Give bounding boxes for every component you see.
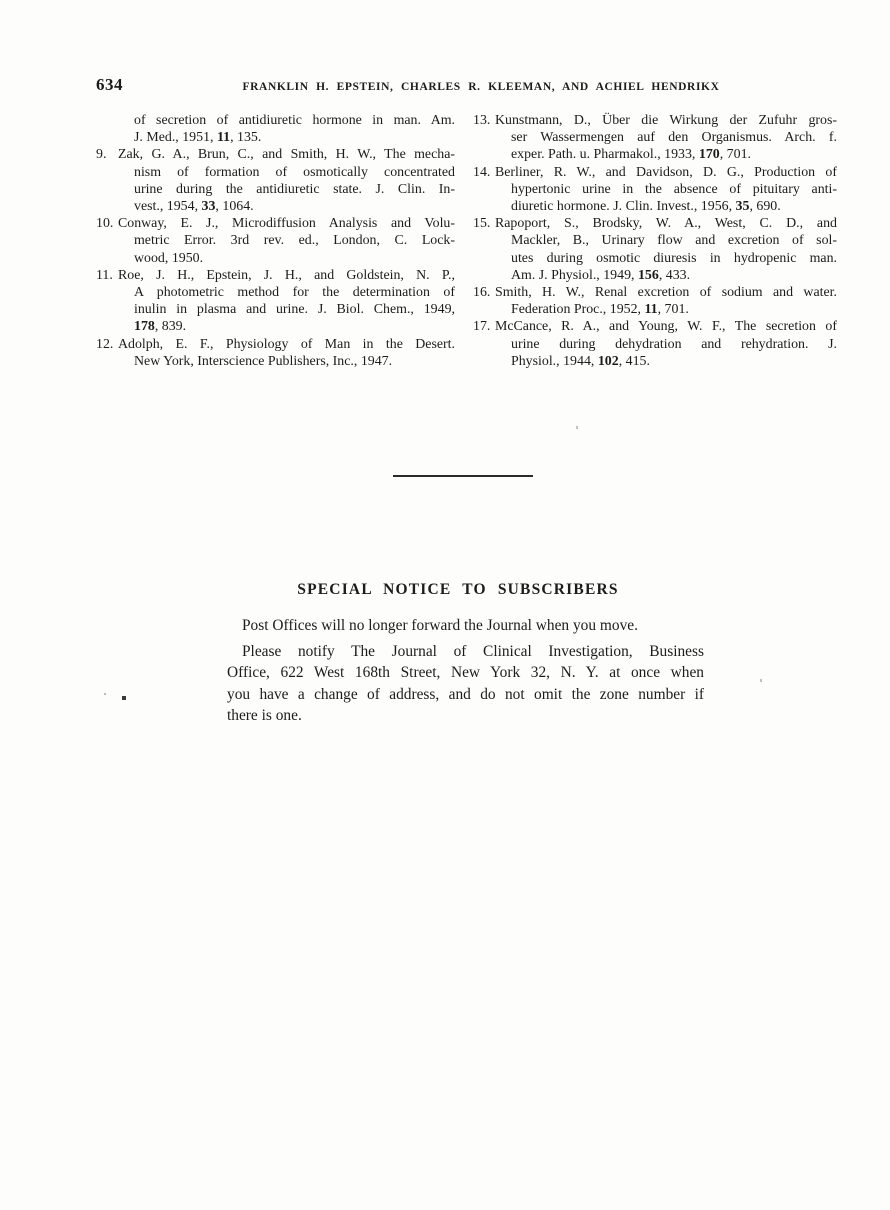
volume-number: 11 [216, 130, 231, 146]
notice-paragraph [227, 615, 704, 636]
reference-line [473, 215, 837, 232]
reference-text: Am. J. Physiol., 1949, [511, 267, 638, 283]
reference-number: 17. [473, 319, 491, 335]
reference-line [511, 267, 837, 284]
reference-text: , 433. [658, 267, 691, 283]
reference-line [134, 181, 455, 198]
reference-text: McCance, R. A., and Young, W. F., The secretion of [495, 319, 837, 335]
reference-line [134, 112, 455, 129]
reference-text: Zak, G. A., Brun, C., and Smith, H. W., The mecha- [118, 147, 455, 163]
volume-number: 156 [637, 267, 659, 283]
reference-text: wood, 1950. [134, 250, 204, 266]
reference-line [134, 198, 455, 215]
reference-item [473, 318, 837, 370]
notice-line: you have a change of address, and do not omit the zone number if [227, 685, 704, 703]
reference-text: inulin in plasma and urine. J. Biol. Chem., 1949, [134, 302, 455, 318]
reference-text: ser Wassermengen auf den Organismus. Arch. f. [511, 130, 837, 146]
reference-text: diuretic hormone. J. Clin. Invest., 1956, [511, 199, 736, 215]
reference-text: of secretion of antidiuretic hormone in man. Am. [134, 113, 455, 128]
reference-text: vest., 1954, [134, 199, 202, 215]
section-separator-rule [393, 475, 533, 477]
running-head-authors: FRANKLIN H. EPSTEIN, CHARLES R. KLEEMAN, AND ACHIEL HENDRIKX [242, 81, 720, 93]
reference-number: 12. [96, 336, 114, 352]
reference-line [511, 250, 837, 267]
reference-line [134, 232, 455, 249]
volume-number: 102 [597, 353, 619, 369]
reference-number: 11. [96, 267, 113, 283]
volume-number: 170 [698, 147, 720, 163]
reference-line [511, 181, 837, 198]
notice-line: Office, 622 West 168th Street, New York 32, N. Y. at once when [227, 664, 704, 682]
reference-text: Roe, J. H., Epstein, J. H., and Goldstein, N. P., [118, 267, 455, 283]
reference-item [96, 112, 455, 146]
reference-text: , 415. [618, 353, 650, 369]
reference-line [473, 112, 837, 129]
reference-line [511, 301, 837, 318]
reference-line [134, 164, 455, 181]
scan-speck [122, 696, 126, 700]
reference-text: A photometric method for the determination of [134, 285, 455, 301]
scan-speck [760, 679, 762, 682]
reference-text: Federation Proc., 1952, [511, 302, 645, 318]
reference-number: 13. [473, 113, 491, 128]
reference-text: Conway, E. J., Microdiffusion Analysis and Volu- [118, 216, 455, 232]
reference-item [96, 215, 455, 267]
reference-line [96, 267, 455, 284]
reference-line [473, 318, 837, 335]
reference-line [134, 353, 455, 370]
reference-text: , 839. [154, 319, 187, 335]
reference-item [96, 146, 455, 215]
reference-text: hypertonic urine in the absence of pituitary anti- [511, 181, 837, 197]
reference-text: exper. Path. u. Pharmakol., 1933, [511, 147, 699, 163]
reference-text: Physiol., 1944, [511, 353, 598, 369]
reference-text: , 135. [230, 130, 262, 146]
reference-text: nism of formation of osmotically concentrated [134, 164, 455, 180]
reference-text: New York, Interscience Publishers, Inc., 1947. [134, 353, 393, 369]
reference-text: urine during the antidiuretic state. J. Clin. In- [134, 181, 455, 197]
reference-text: Rapoport, S., Brodsky, W. A., West, C. D., and [495, 216, 837, 232]
reference-text: Smith, H. W., Renal excretion of sodium and water. [495, 285, 837, 301]
reference-text: , 1064. [215, 199, 254, 215]
reference-item [96, 336, 455, 370]
reference-item [473, 284, 837, 318]
scan-speck [104, 693, 106, 695]
reference-text: urine during dehydration and rehydration. J. [511, 336, 837, 352]
reference-text: Mackler, B., Urinary flow and excretion of sol- [511, 233, 837, 249]
volume-number: 178 [134, 319, 155, 335]
reference-line [511, 146, 837, 163]
reference-text: , 701. [657, 302, 689, 318]
reference-text: Berliner, R. W., and Davidson, D. G., Production of [495, 164, 837, 180]
reference-text: , 690. [749, 199, 781, 215]
reference-line [134, 250, 455, 267]
reference-number: 16. [473, 285, 491, 301]
reference-item [96, 267, 455, 336]
reference-text: Adolph, E. F., Physiology of Man in the Desert. [118, 336, 455, 352]
notice-line: Please notify The Journal of Clinical Investigation, Business [242, 643, 704, 661]
reference-text: utes during osmotic diuresis in hydropenic man. [511, 250, 837, 266]
notice-heading: SPECIAL NOTICE TO SUBSCRIBERS [297, 581, 619, 598]
reference-number: 14. [473, 164, 491, 180]
reference-line [473, 284, 837, 301]
reference-item [473, 215, 837, 284]
reference-line [96, 146, 455, 163]
volume-number: 33 [201, 199, 216, 215]
volume-number: 35 [735, 199, 750, 215]
reference-text: metric Error. 3rd rev. ed., London, C. Lock- [134, 233, 455, 249]
reference-line [473, 164, 837, 181]
reference-text: J. Med., 1951, [134, 130, 217, 146]
references-column-left [96, 112, 455, 370]
reference-line [134, 318, 455, 335]
reference-line [511, 129, 837, 146]
reference-line [96, 215, 455, 232]
reference-line [511, 232, 837, 249]
notice-line: there is one. [227, 706, 302, 724]
reference-line [511, 198, 837, 215]
references-column-right [473, 112, 837, 370]
reference-line [134, 284, 455, 301]
notice-body [227, 615, 704, 726]
scan-speck [576, 426, 578, 429]
reference-line [511, 336, 837, 353]
reference-line [96, 336, 455, 353]
reference-number: 15. [473, 216, 491, 232]
reference-line [511, 353, 837, 370]
page-number: 634 [96, 75, 123, 94]
reference-item [473, 112, 837, 164]
reference-number: 10. [96, 216, 114, 232]
reference-line [134, 301, 455, 318]
reference-number: 9. [96, 147, 107, 163]
reference-line [134, 129, 455, 146]
volume-number: 11 [644, 302, 658, 318]
reference-text: , 701. [719, 147, 751, 163]
notice-line: Post Offices will no longer forward the Journal when you move. [242, 617, 638, 634]
reference-text: Kunstmann, D., Über die Wirkung der Zufuhr gros- [495, 113, 837, 128]
notice-paragraph [227, 641, 704, 726]
reference-item [473, 164, 837, 216]
